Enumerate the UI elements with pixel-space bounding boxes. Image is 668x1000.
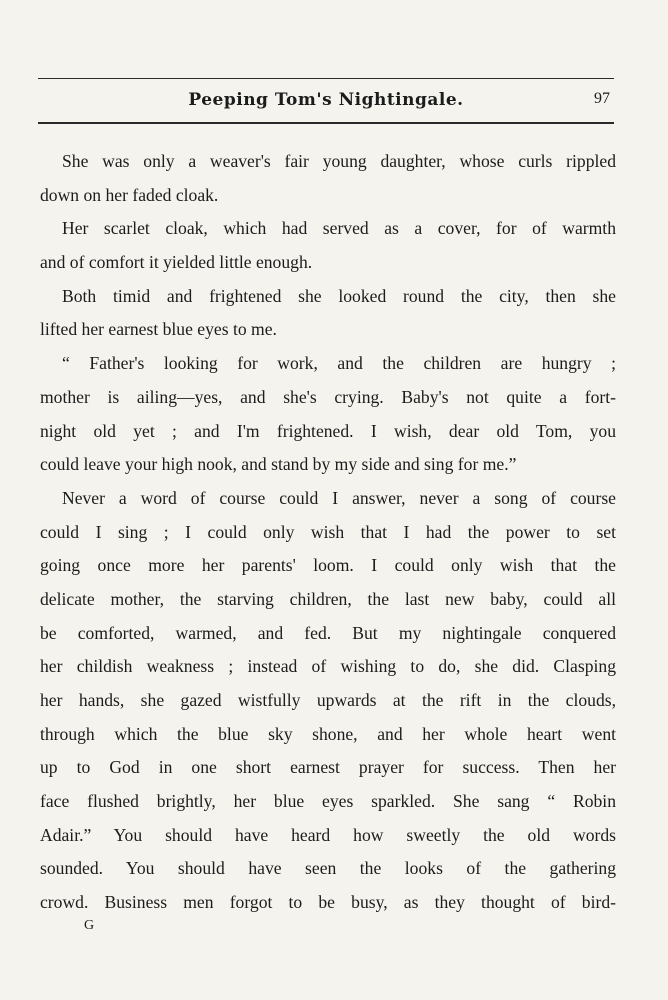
text-line: Both timid and frightened she looked round the city, then she [62,285,616,306]
text-line: delicate mother, the starving children, the last new baby, could all [40,588,616,609]
text-line: night old yet ; and I'm frightened. I wish, dear old Tom, you [40,420,616,441]
text-line: up to God in one short earnest prayer for success. Then her [40,757,616,778]
text-line: could leave your high nook, and stand by my side and sing for me.” [40,454,517,475]
text-line: could I sing ; I could only wish that I had the power to set [40,521,616,542]
header-rule-bottom [38,122,614,124]
text-line: through which the blue sky shone, and her whole heart went [40,723,616,744]
text-line: her hands, she gazed wistfully upwards at the rift in the clouds, [40,690,616,710]
text-line: “ Father's looking for work, and the children are hungry ; [62,353,616,374]
text-line: going once more her parents' loom. I could only wish that the [40,555,616,576]
signature-mark: G [84,918,95,933]
text-line: Her scarlet cloak, which had served as a cover, for of warmth [62,218,616,239]
text-line: crowd. Business men forgot to be busy, as they thought of bird- [40,892,616,913]
text-line: be comforted, warmed, and fed. But my nightingale conquered [40,622,616,643]
text-line: and of comfort it yielded little enough. [40,252,313,273]
text-line: sounded. You should have seen the looks of the gathering [40,858,616,879]
text-line: mother is ailing—yes, and she's crying. Baby's not quite a fort- [40,386,616,407]
text-line: Adair.” You should have heard how sweetly the old words [40,824,616,845]
running-title: Peeping Tom's Nightingale. [188,90,464,110]
running-head [38,88,614,114]
header-rule-top [38,78,614,79]
body-text [40,145,616,920]
text-line: her childish weakness ; instead of wishing to do, she did. Clasping [40,656,616,677]
text-line: Never a word of course could I answer, never a song of course [62,487,616,508]
text-line: lifted her earnest blue eyes to me. [40,319,277,340]
text-line: face flushed brightly, her blue eyes sparkled. She sang “ Robin [40,791,616,812]
text-line: She was only a weaver's fair young daughter, whose curls rippled [62,151,616,171]
text-line: down on her faded cloak. [40,184,219,205]
page-number: 97 [594,90,610,107]
